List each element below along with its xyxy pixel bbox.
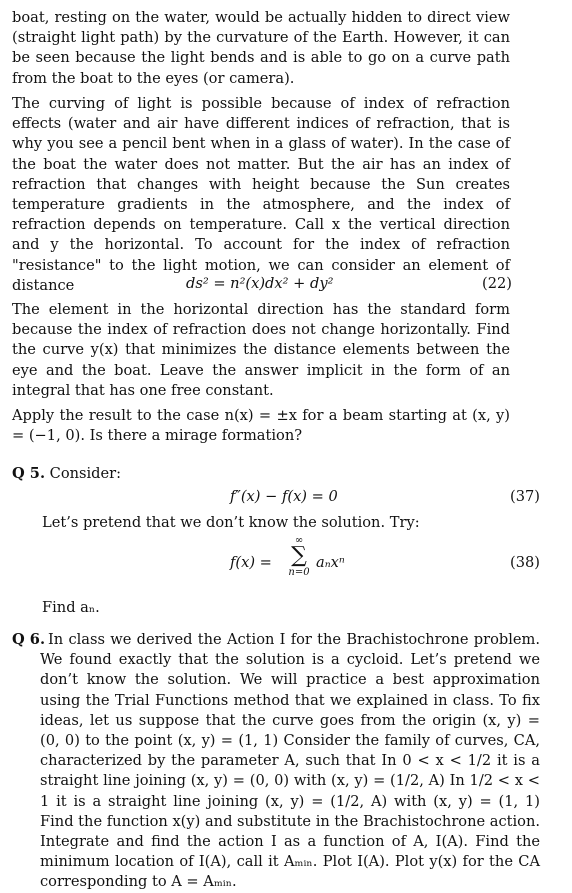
intro-paragraph-4: Apply the result to the case n(x) = ±x for a beam starting at (x, y) = (−1, 0). Is there a mirage formation? (12, 407, 510, 445)
summation-symbol (284, 536, 314, 578)
equation-38-lhs: f(x) = (230, 554, 272, 571)
intro-paragraph-2: The curving of light is possible because of index of refraction effects (water and air have different indices of refraction, that is why you see a pencil bent when in a glass of water). In the case of the boat the water does not matter. But the air has an index of refraction that changes with height because the Sun creates temperature gradients in the atmosphere, and the index of refraction depends on temperature. Call x the vertical direction and y the horizontal. To account for the index of refraction "resistance" to the light motion, we can consider an element of distance (12, 95, 510, 294)
q5-heading (12, 464, 532, 484)
equation-37-number: (37) (510, 488, 540, 505)
equation-22: ds² = n²(x)dx² + dy² (186, 275, 334, 292)
equation-22-number: (22) (482, 275, 512, 292)
q5-find-text: Find aₙ. (42, 599, 100, 616)
equation-38-number: (38) (510, 554, 540, 571)
q6-text: In class we derived the Action I for the Brachistochrone problem. We found exactly that the solution is a cycloid. Let’s pretend we don’t know the solution. We will practice a best approximation using the Trial Functions method that we explained in class. To fix ideas, let us suppose that the curve goes from the origin (x, y) = (0, 0) to the point (x, y) = (1, 1) Consider the family of curves, CA, characterized by the parameter A, such that In 0 < x < 1/2 it is a straight line joining (x, y) = (0, 0) with (x, y) = (1/2, A) In 1/2 < x < 1 it is a straight line joining (x, y) = (1/2, A) with (x, y) = (1, 1) Find the function x(y) and substitute in the Brachistochrone action. Integrate and find the action I as a function of A, I(A). Find the minimum location of I(A), call it Aₘᵢₙ. Plot I(A). Plot y(x) for the CA corresponding to A = Aₘᵢₙ. (40, 631, 540, 891)
intro-paragraph-3: The element in the horizontal direction has the standard form because the index of refraction does not change horizontally. Find the curve y(x) that minimizes the distance elements between the eye and the boat. Leave the answer implicit in the form of an integral that has one free constant. (12, 301, 510, 399)
q6-label: Q 6. (12, 631, 46, 648)
sum-upper-limit: ∞ (294, 535, 304, 546)
intro-paragraph-1: boat, resting on the water, would be actually hidden to direct view (straight light path) by the curvature of the Earth. However, it can be seen because the light bends and is able to go on a curve path from the boat to the eyes (or camera). (12, 9, 510, 87)
equation-38-rhs: aₙxⁿ (316, 554, 345, 571)
equation-37: f″(x) − f(x) = 0 (230, 488, 338, 505)
q5-lead: Consider: (49, 465, 122, 482)
sigma-icon: ∑ (291, 543, 307, 568)
sum-lower-limit: n=0 (288, 567, 310, 578)
q5-try-text: Let’s pretend that we don’t know the solution. Try: (42, 514, 420, 531)
q5-label: Q 5. (12, 465, 46, 482)
